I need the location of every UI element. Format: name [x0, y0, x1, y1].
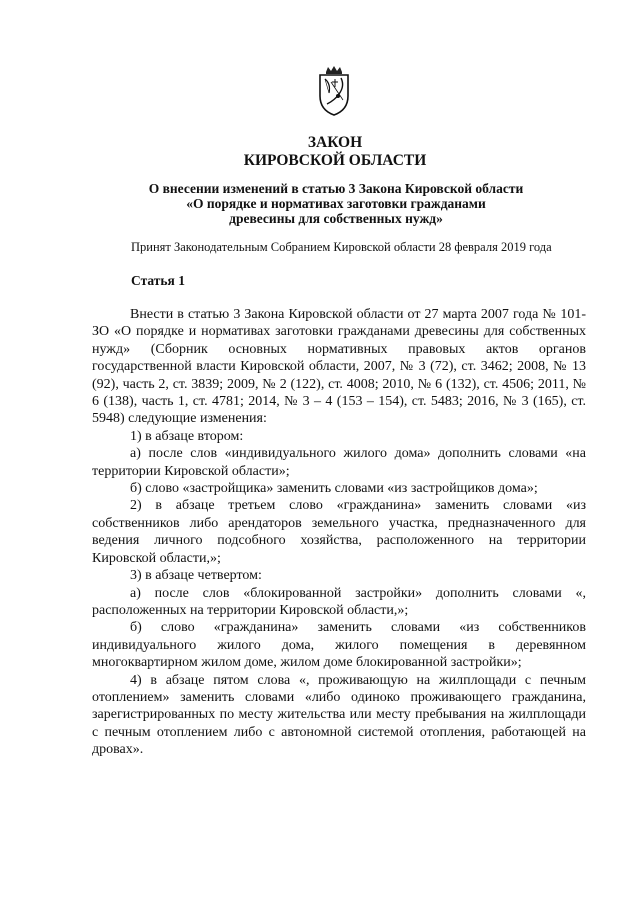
article-heading: Статья 1 — [131, 273, 185, 288]
article-paragraph: 3) в абзаце четвертом: — [130, 568, 262, 584]
article-paragraph: а) после слов «индивидуального жилого дома» дополнить словами «на территории Кировской области»; — [92, 446, 586, 479]
article-paragraph: Внести в статью 3 Закона Кировской области от 27 марта 2007 года № 101-ЗО «О порядке и нормативах заготовки гражданами древесины для собственных нужд» (Сборник основных нормативных правовых актов органов государственной власти Кировской области, 2007, № 3 (72), ст. 3462; 2008, № 13 (92), часть 2, ст. 3839; 2009, № 2 (122), ст. 4008; 2010, № 6 (132), ст. 4506; 2011, № 6 (138), часть 1, ст. 4781; 2014, № 3 – 4 (153 – 154), ст. 5483; 2016, № 3 (165), ст. 5948) следующие изменения: — [92, 307, 586, 427]
article-paragraph: а) после слов «блокированной застройки» дополнить словами «, расположенных на территории Кировской области,»; — [92, 585, 586, 618]
region-name: КИРОВСКОЙ ОБЛАСТИ — [243, 152, 427, 169]
law-subtitle-line: «О порядке и нормативах заготовки гражданами — [186, 196, 486, 211]
coat-of-arms-emblem-icon — [317, 66, 351, 116]
law-label: ЗАКОН — [307, 134, 363, 151]
article-paragraph: б) слово «гражданина» заменить словами «из собственников индивидуального жилого дома, жилого помещения в деревянном многоквартирном жилом доме, жилом доме блокированной застройки»; — [92, 620, 586, 671]
article-paragraph: 1) в абзаце втором: — [130, 428, 244, 444]
article-paragraph: б) слово «застройщика» заменить словами «из застройщиков дома»; — [130, 481, 538, 497]
article-body — [92, 306, 586, 759]
article-paragraph: 4) в абзаце пятом слова «, проживающую на жилплощади с печным отоплением» заменить словами «либо одиноко проживающего гражданина, зарегистрированных по месту жительства или месту пребывания на жилплощади с печным отоплением либо с автономной системой отопления, работающей на дровах». — [92, 672, 586, 758]
law-subtitle-line: древесины для собственных нужд» — [229, 211, 443, 226]
adoption-note: Принят Законодательным Собранием Кировской области 28 февраля 2019 года — [131, 240, 552, 254]
article-paragraph: 2) в абзаце третьем слово «гражданина» заменить словами «из собственников либо арендаторов земельного участка, предназначенного для ведения личного подсобного хозяйства, расположенного на территории Кировской области,»; — [92, 498, 586, 566]
law-subtitle-line: О внесении изменений в статью 3 Закона Кировской области — [148, 181, 524, 196]
